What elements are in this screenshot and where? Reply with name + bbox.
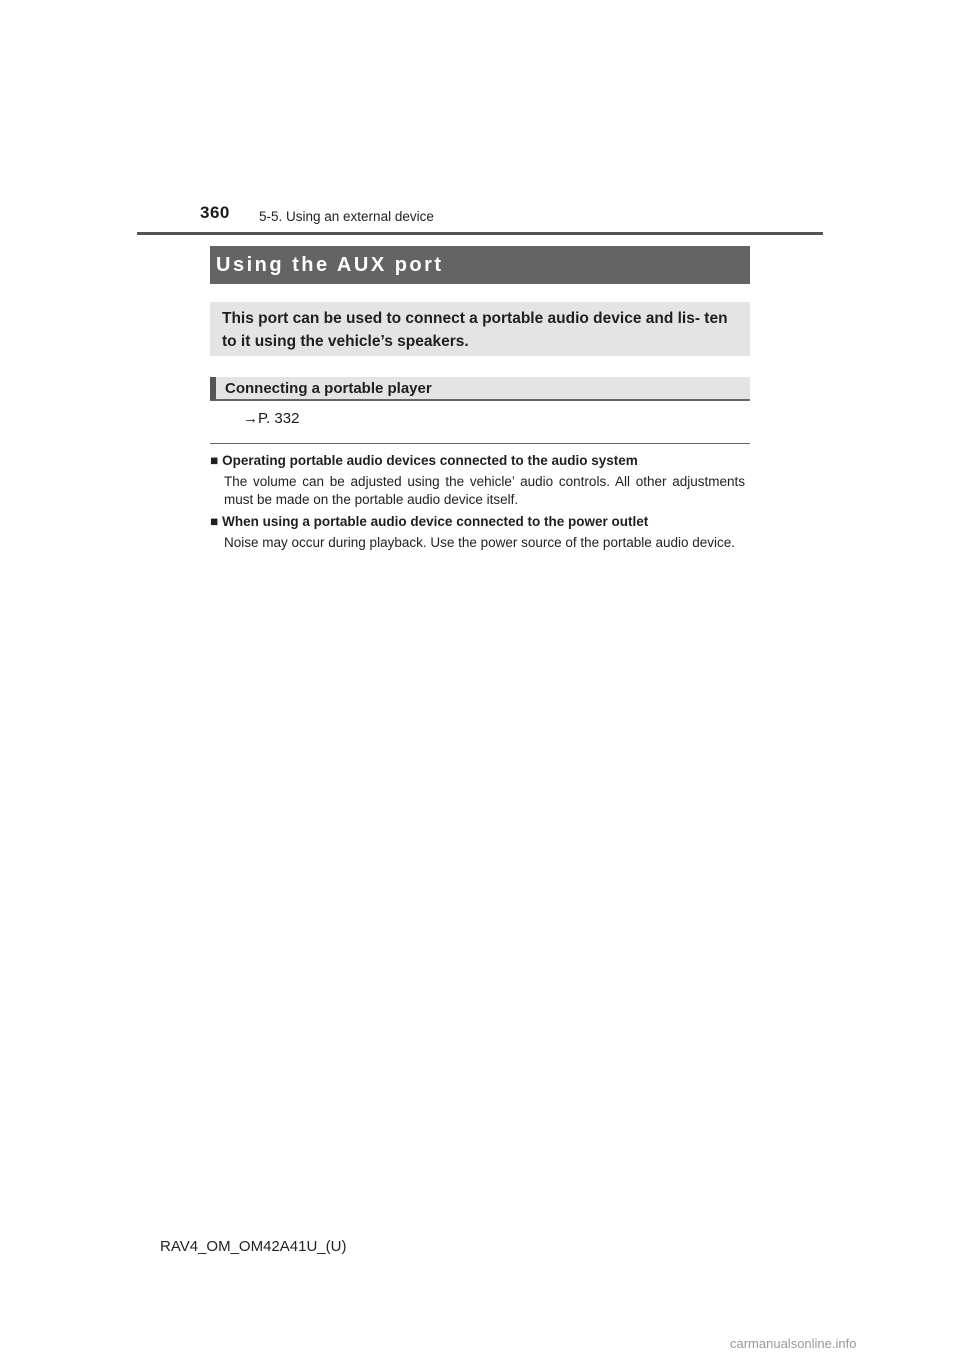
note-title-text: When using a portable audio device connected to the power outlet: [222, 514, 649, 529]
subsection-heading: Connecting a portable player: [210, 377, 750, 401]
note-body: Noise may occur during playback. Use the power source of the portable audio device.: [224, 535, 736, 550]
running-head: 5-5. Using an external device: [259, 209, 434, 224]
intro-box: [210, 302, 750, 356]
header-rule: [137, 232, 823, 235]
section-title-banner: Using the AUX port: [210, 246, 750, 284]
watermark: carmanualsonline.info: [730, 1336, 857, 1351]
page-reference-link[interactable]: →P. 332: [243, 410, 300, 427]
notes-divider: [210, 443, 750, 444]
note-title: [210, 514, 648, 529]
note-title: [210, 453, 638, 468]
square-bullet-icon: ■: [210, 514, 219, 529]
intro-text: This port can be used to connect a portable audio device and lis- ten to it using the vehicle’s speakers.: [222, 310, 728, 350]
footer-doc-code: RAV4_OM_OM42A41U_(U): [160, 1238, 347, 1255]
page-number: 360: [200, 203, 230, 222]
square-bullet-icon: ■: [210, 453, 219, 468]
note-title-text: Operating portable audio devices connected to the audio system: [222, 453, 638, 468]
note-body: The volume can be adjusted using the vehicle’ audio controls. All other adjustments must be made on the portable audio device itself.: [224, 474, 745, 507]
